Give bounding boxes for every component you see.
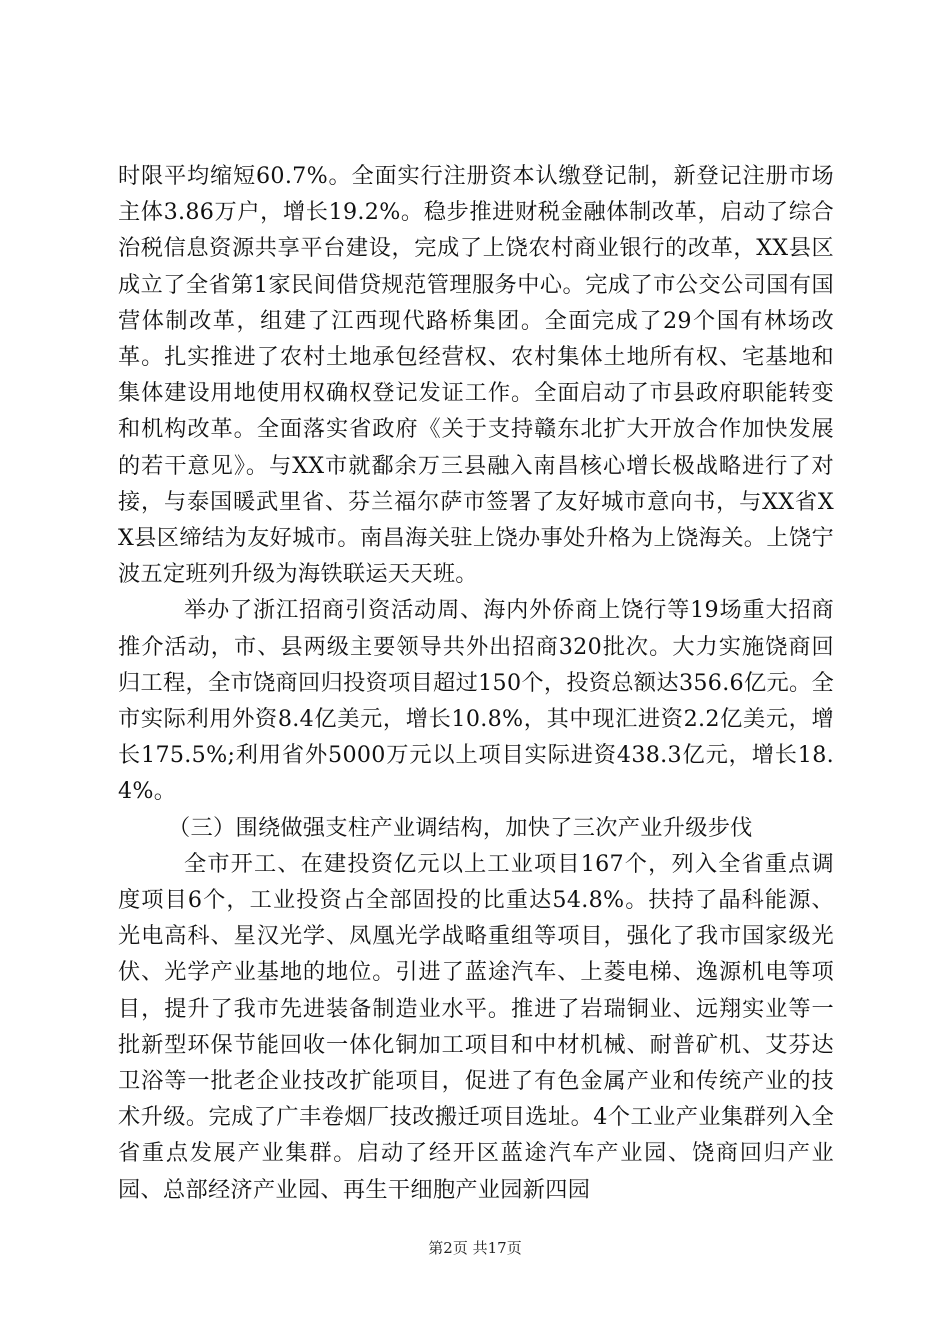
section-heading-industry-upgrade: （三）围绕做强支柱产业调结构，加快了三次产业升级步伐: [168, 814, 753, 841]
paragraph-reform-results: 时限平均缩短60.7%。全面实行注册资本认缴登记制，新登记注册市场主体3.86万户，增长19.2%。稳步推进财税金融体制改革，启动了综合治税信息资源共享平台建设，完成了上饶农村商业银行的改革，XX县区成立了全省第1家民间借贷规范管理服务中心。完成了市公交公司国有国营体制改革，组建了江西现代路桥集团。全面完成了29个国有林场改革。扎实推进了农村土地承包经营权、农村集体土地所有权、宅基地和集体建设用地使用权确权登记发证工作。全面启动了市县政府职能转变和机构改革。全面落实省政府《关于支持赣东北扩大开放合作加快发展的若干意见》。与XX市就鄱余万三县融入南昌核心增长极战略进行了对接，与泰国暖武里省、芬兰福尔萨市签署了友好城市意向书，与XX省XX县区缔结为友好城市。南昌海关驻上饶办事处升格为上饶海关。上饶宁波五定班列升级为海铁联运天天班。: [118, 163, 834, 588]
paragraph-investment-promotion: 举办了浙江招商引资活动周、海内外侨商上饶行等19场重大招商推介活动，市、县两级主要领导共外出招商320批次。大力实施饶商回归工程，全市饶商回归投资项目超过150个，投资总额达356.6亿元。全市实际利用外资8.4亿美元，增长10.8%，其中现汇进资2.2亿美元，增长175.5%;利用省外5000万元以上项目实际进资438.3亿元，增长18.4%。: [118, 597, 834, 805]
paragraph-industrial-projects: 全市开工、在建投资亿元以上工业项目167个，列入全省重点调度项目6个，工业投资占全部固投的比重达54.8%。扶持了晶科能源、光电高科、星汉光学、凤凰光学战略重组等项目，强化了我市国家级光伏、光学产业基地的地位。引进了蓝途汽车、上菱电梯、逸源机电等项目，提升了我市先进装备制造业水平。推进了岩瑞铜业、远翔实业等一批新型环保节能回收一体化铜加工项目和中材机械、耐普矿机、艾芬达卫浴等一批老企业技改扩能项目，促进了有色金属产业和传统产业的技术升级。完成了广丰卷烟厂技改搬迁项目选址。4个工业产业集群列入全省重点发展产业集群。启动了经开区蓝途汽车产业园、饶商回归产业园、总部经济产业园、再生干细胞产业园新四园: [118, 850, 834, 1203]
document-body: [118, 158, 834, 1208]
page-footer: 第2页 共17页: [428, 1239, 522, 1257]
